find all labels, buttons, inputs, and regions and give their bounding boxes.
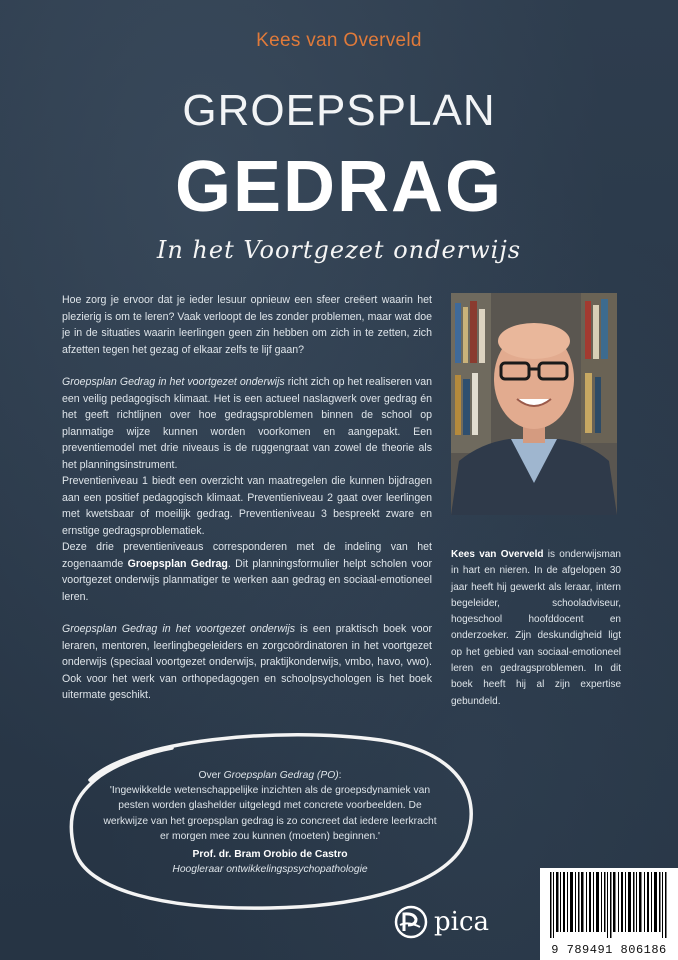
quote-source: Over Groepsplan Gedrag (PO): — [198, 770, 342, 781]
quote-text — [100, 768, 440, 877]
publisher-name: pica — [434, 907, 490, 937]
title-line-1: GROEPSPLAN — [182, 86, 496, 135]
barcode-icon — [540, 872, 678, 942]
blurb-paragraph-2: Groepsplan Gedrag in het voortgezet onderwijs richt zich op het realiseren van een veilig pedagogisch klimaat. Het is een actueel naslagwerk over gedrag én het geeft richtlijnen over hoe gedragsproblemen binnen de school op planmatige wijze kunnen worden voorkomen en aangepakt. Een preventiemodel met drie niveaus is de ruggengraat van zowel de theorie als het planningsinstrument. — [62, 376, 433, 471]
publisher — [394, 905, 489, 939]
review-quote — [60, 716, 480, 916]
pica-logo-icon — [394, 905, 428, 939]
subtitle: In het Voortgezet onderwijs — [156, 236, 522, 264]
quote-body: 'Ingewikkelde wetenschappelijke inzichten als de groepsdynamiek van pesten worden glashelder uitgelegd met concrete voorbeelden. De werkwijze van het groepsplan gedrag is zo concreet dat iedere leerkracht er morgen mee zou kunnen (moeten) beginnen.' — [103, 785, 437, 842]
cover-author: Kees van Overveld — [256, 30, 422, 51]
author-bio: Kees van Overveld is onderwijsman in hart en nieren. In de afgelopen 30 jaar heeft hij gewerkt als leraar, intern begeleider, schooladviseur, hogeschool hoofddocent en onderzoeker. Zijn deskundigheid ligt op het gebied van sociaal-emotioneel leren en gedragsproblemen. In dit boek heeft hij al zijn expertise gebundeld. — [451, 549, 621, 707]
isbn-number: 9 789491 806186 — [551, 943, 667, 957]
quote-author-role: Hoogleraar ontwikkelingspsychopathologie — [172, 864, 368, 876]
author-photo — [451, 293, 617, 515]
title-line-2: GEDRAG — [174, 147, 504, 227]
quote-author: Prof. dr. Bram Orobio de Castro — [192, 849, 348, 861]
blurb-paragraph-1: Hoe zorg je ervoor dat je ieder lesuur opnieuw een sfeer creëert waarin het plezierig is om te leren? Vaak verloopt de les zonder problemen, maar wat doe je in de situaties waarin leerlingen geen zin hebben om zich in te zetten, zich afzetten tegen het gezag of elkaar zelfs te lijf gaan? — [62, 294, 432, 356]
blurb-paragraph-4: Deze drie preventieniveaus corresponderen met de indeling van het zogenaamde Groepsplan Gedrag. Dit planningsformulier helpt scholen voor voortgezet onderwijs planmatiger te werken aan gedrag en sociaal-emotioneel leren. — [62, 541, 432, 603]
blurb — [62, 292, 432, 720]
blurb-paragraph-5: Groepsplan Gedrag in het voortgezet onderwijs is een praktisch boek voor leraren, mentoren, leerlingbegeleiders en zorgcoördinatoren in het voortgezet onderwijs (speciaal voortgezet onderwijs, praktijkonderwijs, vmbo, havo, vwo). Ook voor het werk van orthopedagogen en schoolpsychologen is het boek uitermate geschikt. — [62, 623, 432, 701]
author-portrait-icon — [451, 293, 617, 515]
barcode — [540, 868, 678, 960]
blurb-paragraph-3: Preventieniveau 1 biedt een overzicht van maatregelen die kunnen bijdragen aan een positief pedagogisch klimaat. Preventieniveau 2 gaat over leerlingen met kwetsbaar of moeilijk gedrag. Preventieniveau 3 bespreekt zware en ernstige gedragsproblematiek. — [62, 475, 432, 537]
